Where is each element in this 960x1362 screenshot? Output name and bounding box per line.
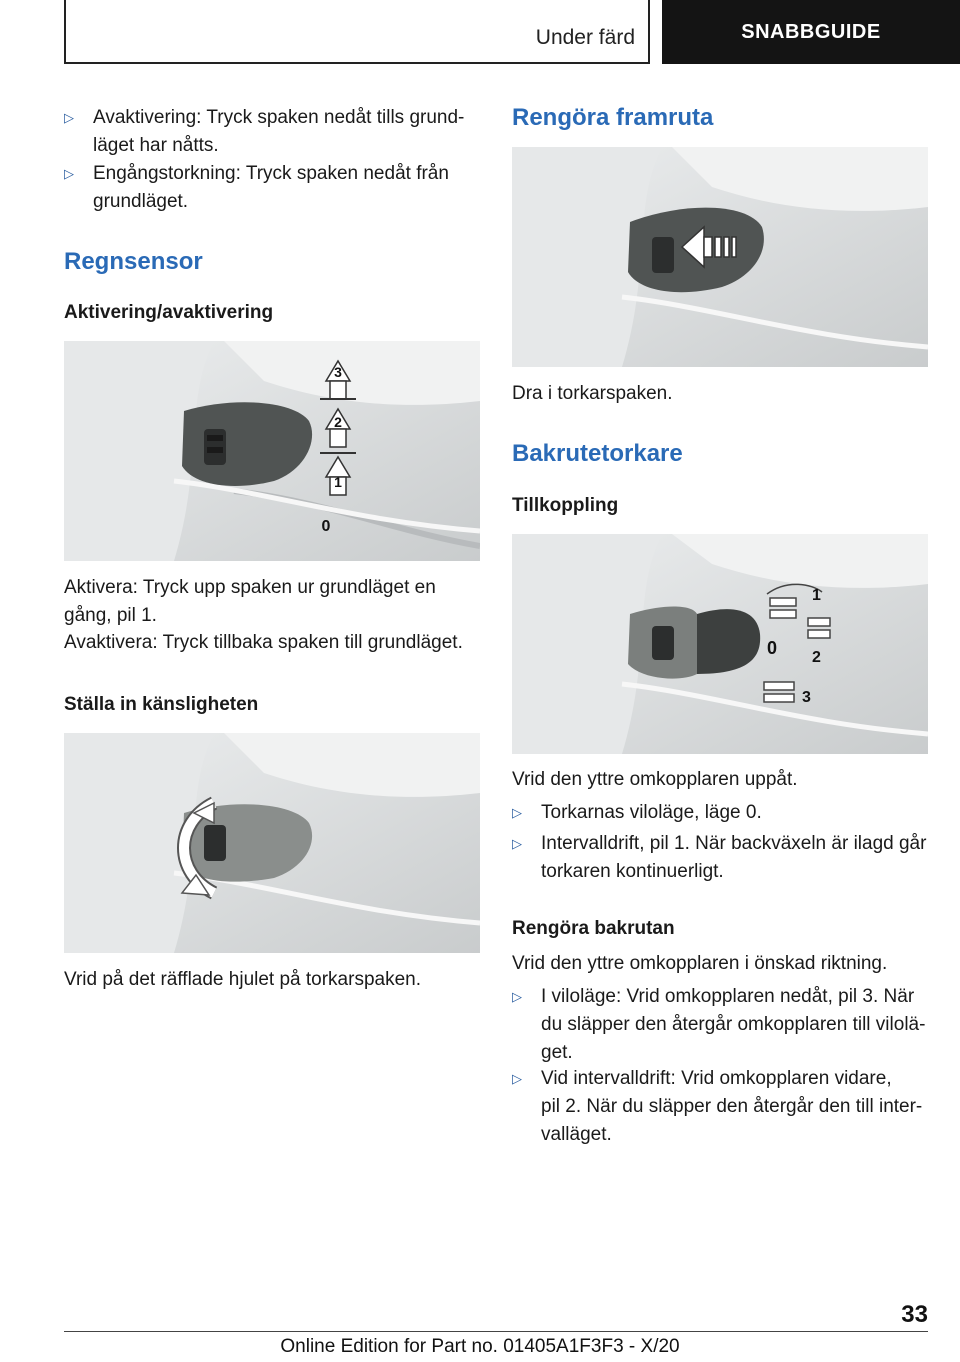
heading-aktivering: Aktivering/avaktivering <box>64 302 274 323</box>
bullet-i-vilolage: ▷ I viloläge: Vrid omkopplaren nedåt, pil 3. När du släpper den återgår omkopplaren till vilolä‐ get. <box>512 983 928 1067</box>
fig4-label-0: 0 <box>767 638 778 658</box>
bullet-triangle-icon: ▷ <box>512 836 522 851</box>
para-aktivera: Aktivera: Tryck upp spaken ur grundläget en gång, pil 1. <box>64 577 436 626</box>
bullet-intervalldrift: ▷ Intervalldrift, pil 1. När backväxeln är ilagd går torkaren kontinuerligt. <box>512 830 928 886</box>
fig1-label-0: 0 <box>321 518 331 535</box>
fig1-label-2: 2 <box>334 414 342 430</box>
figure-rear-wiper-switch <box>512 534 928 754</box>
heading-rengora-framruta: Rengöra framruta <box>512 104 714 131</box>
bullet-triangle-icon: ▷ <box>64 166 74 181</box>
fig4-label-2: 2 <box>812 649 821 666</box>
fig1-label-1: 1 <box>334 474 342 490</box>
fig4-label-1: 1 <box>812 587 821 604</box>
footer-divider <box>64 1331 928 1332</box>
para-vrid-hjul: Vrid på det räfflade hjulet på torkarspaken. <box>64 969 422 990</box>
para-vrid-onskad: Vrid den yttre omkopplaren i önskad riktning. <box>512 953 888 974</box>
figure-regnsensor-lever <box>64 341 480 561</box>
bullet-triangle-icon: ▷ <box>512 1071 522 1086</box>
heading-tillkoppling: Tillkoppling <box>512 495 619 516</box>
bullet-vid-intervalldrift: ▷ Vid intervalldrift: Vrid omkopplaren vidare, pil 2. När du släpper den återgår den till inter‐ valläget. <box>512 1065 928 1149</box>
para-dra: Dra i torkarspaken. <box>512 383 673 404</box>
bullet-triangle-icon: ▷ <box>512 989 522 1004</box>
page-number: 33 <box>901 1301 928 1328</box>
heading-regnsensor: Regnsensor <box>64 248 203 275</box>
bullet-triangle-icon: ▷ <box>64 110 74 125</box>
para-avaktivera: Avaktivera: Tryck tillbaka spaken till grundläget. <box>64 632 463 653</box>
figure-sensitivity-wheel <box>64 733 480 953</box>
bullet-vilolage: ▷ Torkarnas viloläge, läge 0. <box>512 799 928 827</box>
heading-bakrutetorkare: Bakrutetorkare <box>512 440 683 467</box>
fig4-label-3: 3 <box>802 689 811 706</box>
heading-kanslighet: Ställa in känsligheten <box>64 694 259 715</box>
heading-rengora-bakrutan: Rengöra bakrutan <box>512 918 675 939</box>
header-tab-snabbguide: SNABBGUIDE <box>662 0 960 64</box>
para-vrid-yttre: Vrid den yttre omkopplaren uppåt. <box>512 769 798 790</box>
footer-edition: Online Edition for Part no. 01405A1F3F3 - X/20 <box>280 1336 680 1357</box>
bullet-triangle-icon: ▷ <box>512 805 522 820</box>
fig1-label-3: 3 <box>334 364 342 380</box>
figure-pull-lever <box>512 147 928 367</box>
bullet-engangstorkning: ▷ Engångstorkning: Tryck spaken nedåt från grundläget. <box>64 160 480 216</box>
header-section-title: Under färd <box>535 26 635 49</box>
bullet-avaktivering: ▷ Avaktivering: Tryck spaken nedåt tills grund‐ läget har nåtts. <box>64 104 480 160</box>
